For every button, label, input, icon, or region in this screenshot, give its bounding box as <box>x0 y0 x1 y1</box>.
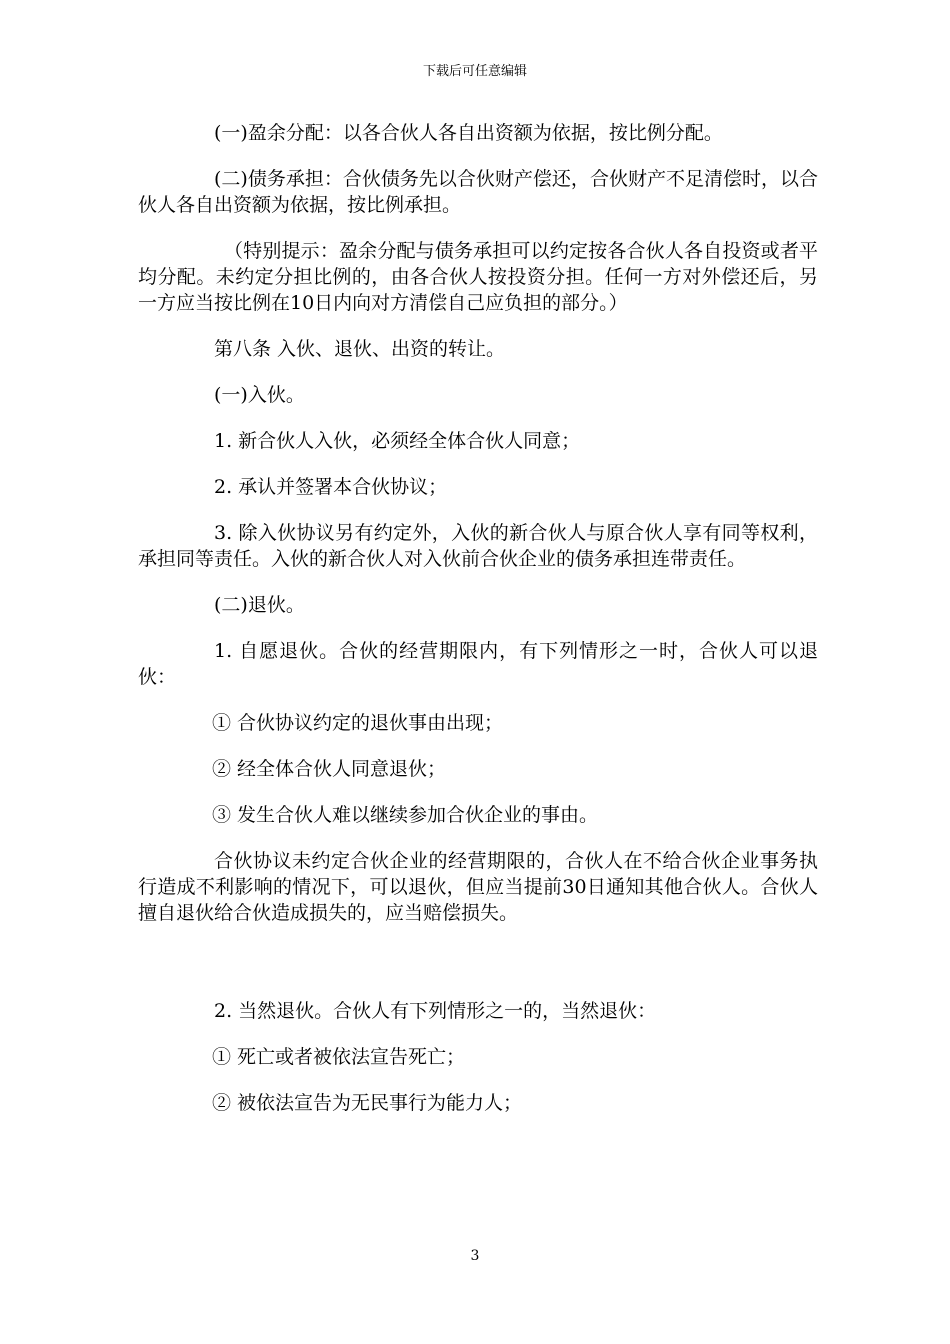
document-body <box>138 120 818 1136</box>
article-eight-heading: 第八条 入伙、退伙、出资的转让。 <box>214 338 506 360</box>
sub-item-automatic-2: ② 被依法宣告为无民事行为能力人； <box>212 1092 523 1114</box>
list-item-admission-1: 1. 新合伙人入伙，必须经全体合伙人同意； <box>214 430 581 452</box>
list-item-automatic-withdrawal: 2. 当然退伙。合伙人有下列情形之一的，当然退伙： <box>214 1000 657 1022</box>
section-withdrawal-heading: (二)退伙。 <box>214 594 305 616</box>
list-item-voluntary-withdrawal: 1. 自愿退伙。合伙的经营期限内，有下列情形之一时，合伙人可以退伙： <box>138 640 818 688</box>
sub-item-withdrawal-2: ② 经全体合伙人同意退伙； <box>212 758 447 780</box>
page-header: 下载后可任意编辑 <box>422 64 527 79</box>
sub-item-withdrawal-1: ① 合伙协议约定的退伙事由出现； <box>212 712 504 734</box>
paragraph-unspecified-term: 合伙协议未约定合伙企业的经营期限的，合伙人在不给合伙企业事务执行造成不利影响的情况下，可以退伙，但应当提前30日通知其他合伙人。合伙人擅自退伙给合伙造成损失的，应当赔偿损失。 <box>138 850 818 924</box>
paragraph-special-note: （特别提示：盈余分配与债务承担可以约定按各合伙人各自投资或者平均分配。未约定分担比例的，由各合伙人按投资分担。任何一方对外偿还后，另一方应当按比例在10日内向对方清偿自己应负担的部分。） <box>138 240 818 314</box>
list-item-admission-3: 3. 除入伙协议另有约定外，入伙的新合伙人与原合伙人享有同等权利，承担同等责任。入伙的新合伙人对入伙前合伙企业的债务承担连带责任。 <box>138 522 818 570</box>
sub-item-automatic-1: ① 死亡或者被依法宣告死亡； <box>212 1046 466 1068</box>
section-admission-heading: (一)入伙。 <box>214 384 305 406</box>
blank-gap <box>138 946 818 998</box>
paragraph-debt-bearing: (二)债务承担：合伙债务先以合伙财产偿还，合伙财产不足清偿时，以合伙人各自出资额为依据，按比例承担。 <box>138 168 818 216</box>
sub-item-withdrawal-3: ③ 发生合伙人难以继续参加合伙企业的事由。 <box>212 804 599 826</box>
page-number: 3 <box>470 1248 480 1264</box>
list-item-admission-2: 2. 承认并签署本合伙协议； <box>214 476 448 498</box>
paragraph-profit-distribution: (一)盈余分配：以各合伙人各自出资额为依据，按比例分配。 <box>214 122 723 144</box>
